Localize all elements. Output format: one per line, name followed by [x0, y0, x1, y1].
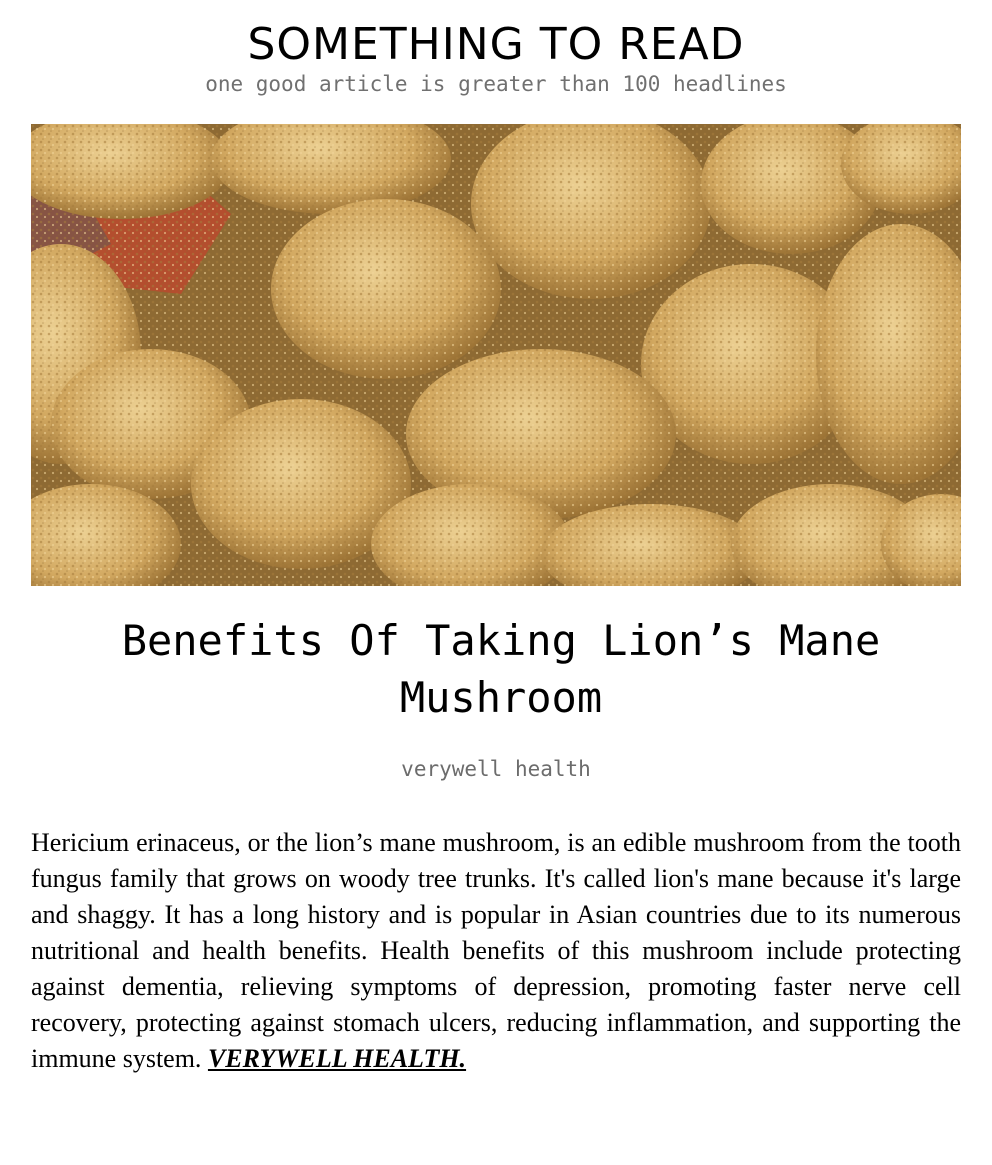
- article-body-text: Hericium erinaceus, or the lion’s mane mushroom, is an edible mushroom from the tooth fungus family that grows on woody tree trunks. It's called lion's mane because it's large and shaggy. It has a long history and is popular in Asian countries due to its numerous nutritional and health benefits. Health benefits of this mushroom include protecting against dementia, relieving symptoms of depression, promoting faster nerve cell recovery, protecting against stomach ulcers, reducing inflammation, and supporting the immune system.: [31, 828, 961, 1073]
- hero-image[interactable]: [31, 124, 961, 586]
- article-title[interactable]: Benefits Of Taking Lion’s Mane Mushroom: [121, 616, 881, 722]
- site-tagline: one good article is greater than 100 headlines: [205, 72, 787, 96]
- site-title[interactable]: SOMETHING TO READ: [247, 19, 745, 70]
- source-link[interactable]: VERYWELL HEALTH.: [207, 1044, 467, 1073]
- article-body: [31, 825, 961, 1077]
- article-source: verywell health: [401, 757, 591, 781]
- mushroom-photo: [31, 124, 961, 586]
- site-header: [0, 0, 992, 98]
